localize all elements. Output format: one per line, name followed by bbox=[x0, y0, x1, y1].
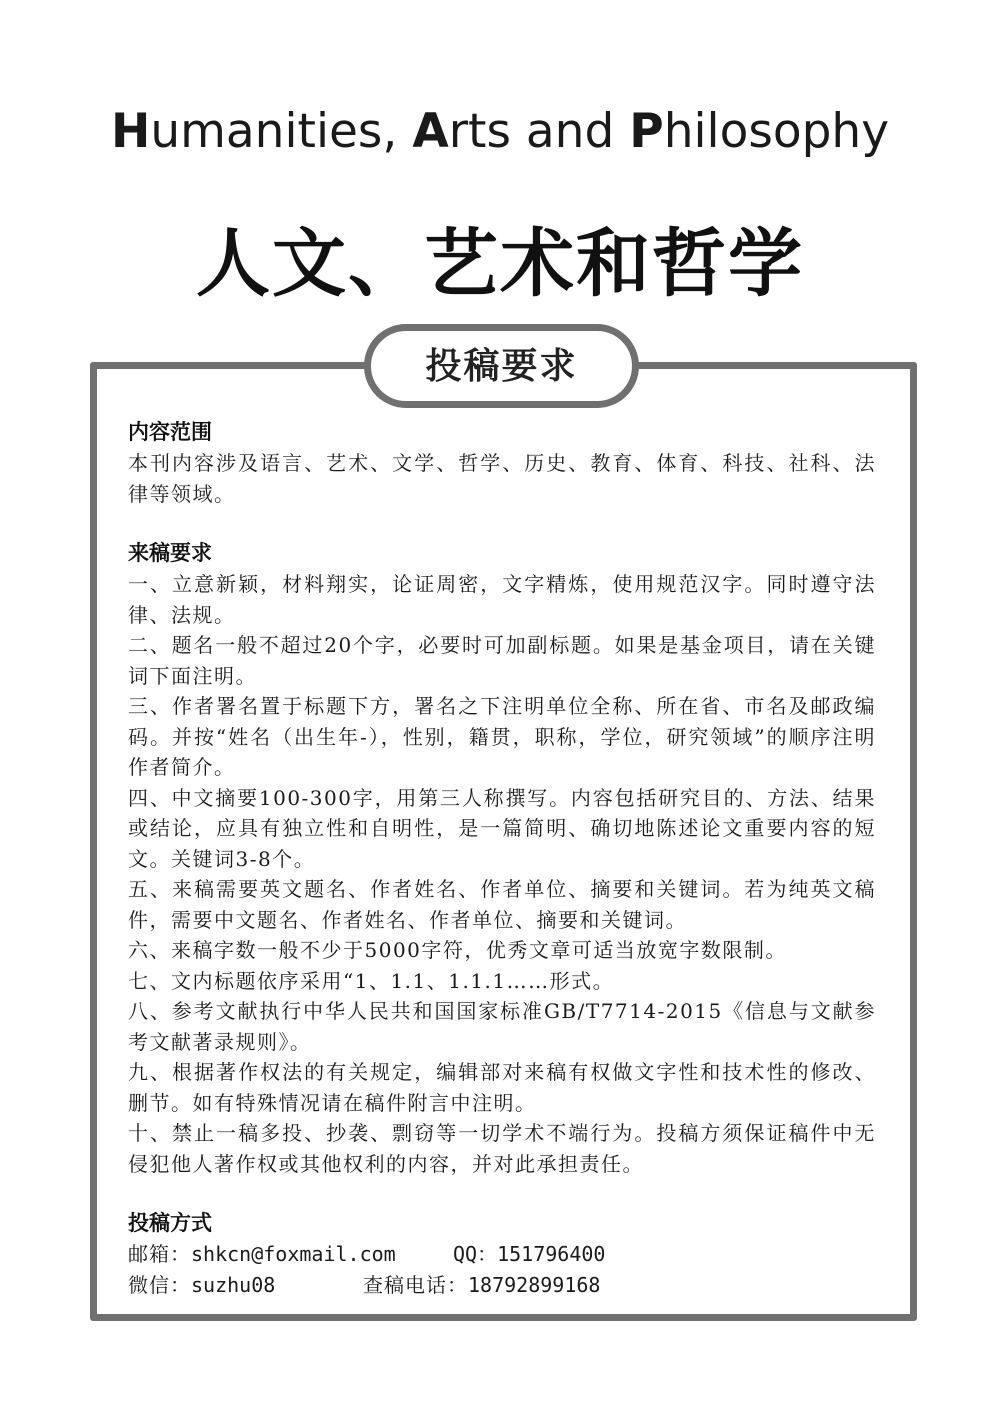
email-label: 邮箱： bbox=[128, 1242, 191, 1266]
qq-entry bbox=[453, 1239, 605, 1270]
qq-label: QQ： bbox=[453, 1242, 498, 1266]
contact-row-2 bbox=[128, 1270, 876, 1301]
contact-row-1 bbox=[128, 1239, 876, 1270]
phone-entry bbox=[363, 1270, 600, 1301]
scope-text: 本刊内容涉及语言、艺术、文学、哲学、历史、教育、体育、科技、社科、法律等领域。 bbox=[128, 451, 876, 506]
email-value[interactable]: shkcn@foxmail.com bbox=[191, 1242, 396, 1266]
requirement-item: 八、参考文献执行中华人民共和国国家标准GB/T7714-2015《信息与文献参考文献著录规则》。 bbox=[128, 999, 876, 1054]
requirement-item: 三、作者署名置于标题下方，署名之下注明单位全称、所在省、市名及邮政编码。并按“姓名（出生年-），性别，籍贯，职称，学位，研究领域”的顺序注明作者简介。 bbox=[128, 694, 876, 779]
requirement-item: 七、文内标题依序采用“1、1.1、1.1.1……形式。 bbox=[128, 968, 615, 993]
phone-label: 查稿电话： bbox=[363, 1272, 468, 1297]
requirements-heading: 来稿要求 bbox=[128, 541, 212, 565]
wechat-label: 微信： bbox=[128, 1272, 191, 1297]
chinese-title: 人文、艺术和哲学 bbox=[196, 221, 804, 307]
phone-value: 18792899168 bbox=[468, 1272, 601, 1297]
qq-value: 151796400 bbox=[497, 1242, 606, 1266]
requirement-item: 一、立意新颖，材料翔实，论证周密，文字精炼，使用规范汉字。同时遵守法律、法规。 bbox=[128, 572, 876, 627]
english-title-part: hilosophy bbox=[663, 104, 890, 159]
english-title-part: P bbox=[629, 104, 664, 159]
wechat-entry bbox=[128, 1270, 363, 1301]
requirement-item: 九、根据著作权法的有关规定，编辑部对来稿有权做文字性和技术性的修改、删节。如有特殊情况请在稿件附言中注明。 bbox=[128, 1060, 876, 1115]
english-title-part: rts and bbox=[448, 104, 630, 159]
english-title-part: A bbox=[412, 104, 449, 159]
spacer bbox=[128, 1179, 876, 1207]
spacer bbox=[128, 509, 876, 537]
requirement-item: 四、中文摘要100-300字，用第三人称撰写。内容包括研究目的、方法、结果或结论，应具有独立性和自明性，是一篇简明、确切地陈述论文重要内容的短文。关键词3-8个。 bbox=[128, 785, 876, 871]
wechat-value: suzhu08 bbox=[191, 1272, 276, 1297]
english-title bbox=[0, 104, 1000, 159]
english-title-part: H bbox=[110, 104, 151, 159]
section-badge: 投稿要求 bbox=[364, 324, 639, 408]
email-entry bbox=[128, 1239, 453, 1270]
english-title-part: umanities, bbox=[150, 104, 413, 159]
requirement-item: 十、禁止一稿多投、抄袭、剽窃等一切学术不端行为。投稿方须保证稿件中无侵犯他人著作权或其他权利的内容，并对此承担责任。 bbox=[128, 1121, 876, 1176]
submission-heading: 投稿方式 bbox=[128, 1211, 212, 1235]
scope-heading: 内容范围 bbox=[128, 420, 212, 444]
requirement-item: 二、题名一般不超过20个字，必要时可加副标题。如果是基金项目，请在关键词下面注明。 bbox=[128, 633, 876, 688]
content-area bbox=[128, 416, 876, 1300]
requirement-item: 六、来稿字数一般不少于5000字符，优秀文章可适当放宽字数限制。 bbox=[128, 938, 787, 962]
requirement-item: 五、来稿需要英文题名、作者姓名、作者单位、摘要和关键词。若为纯英文稿件，需要中文题名、作者姓名、作者单位、摘要和关键词。 bbox=[128, 877, 876, 932]
